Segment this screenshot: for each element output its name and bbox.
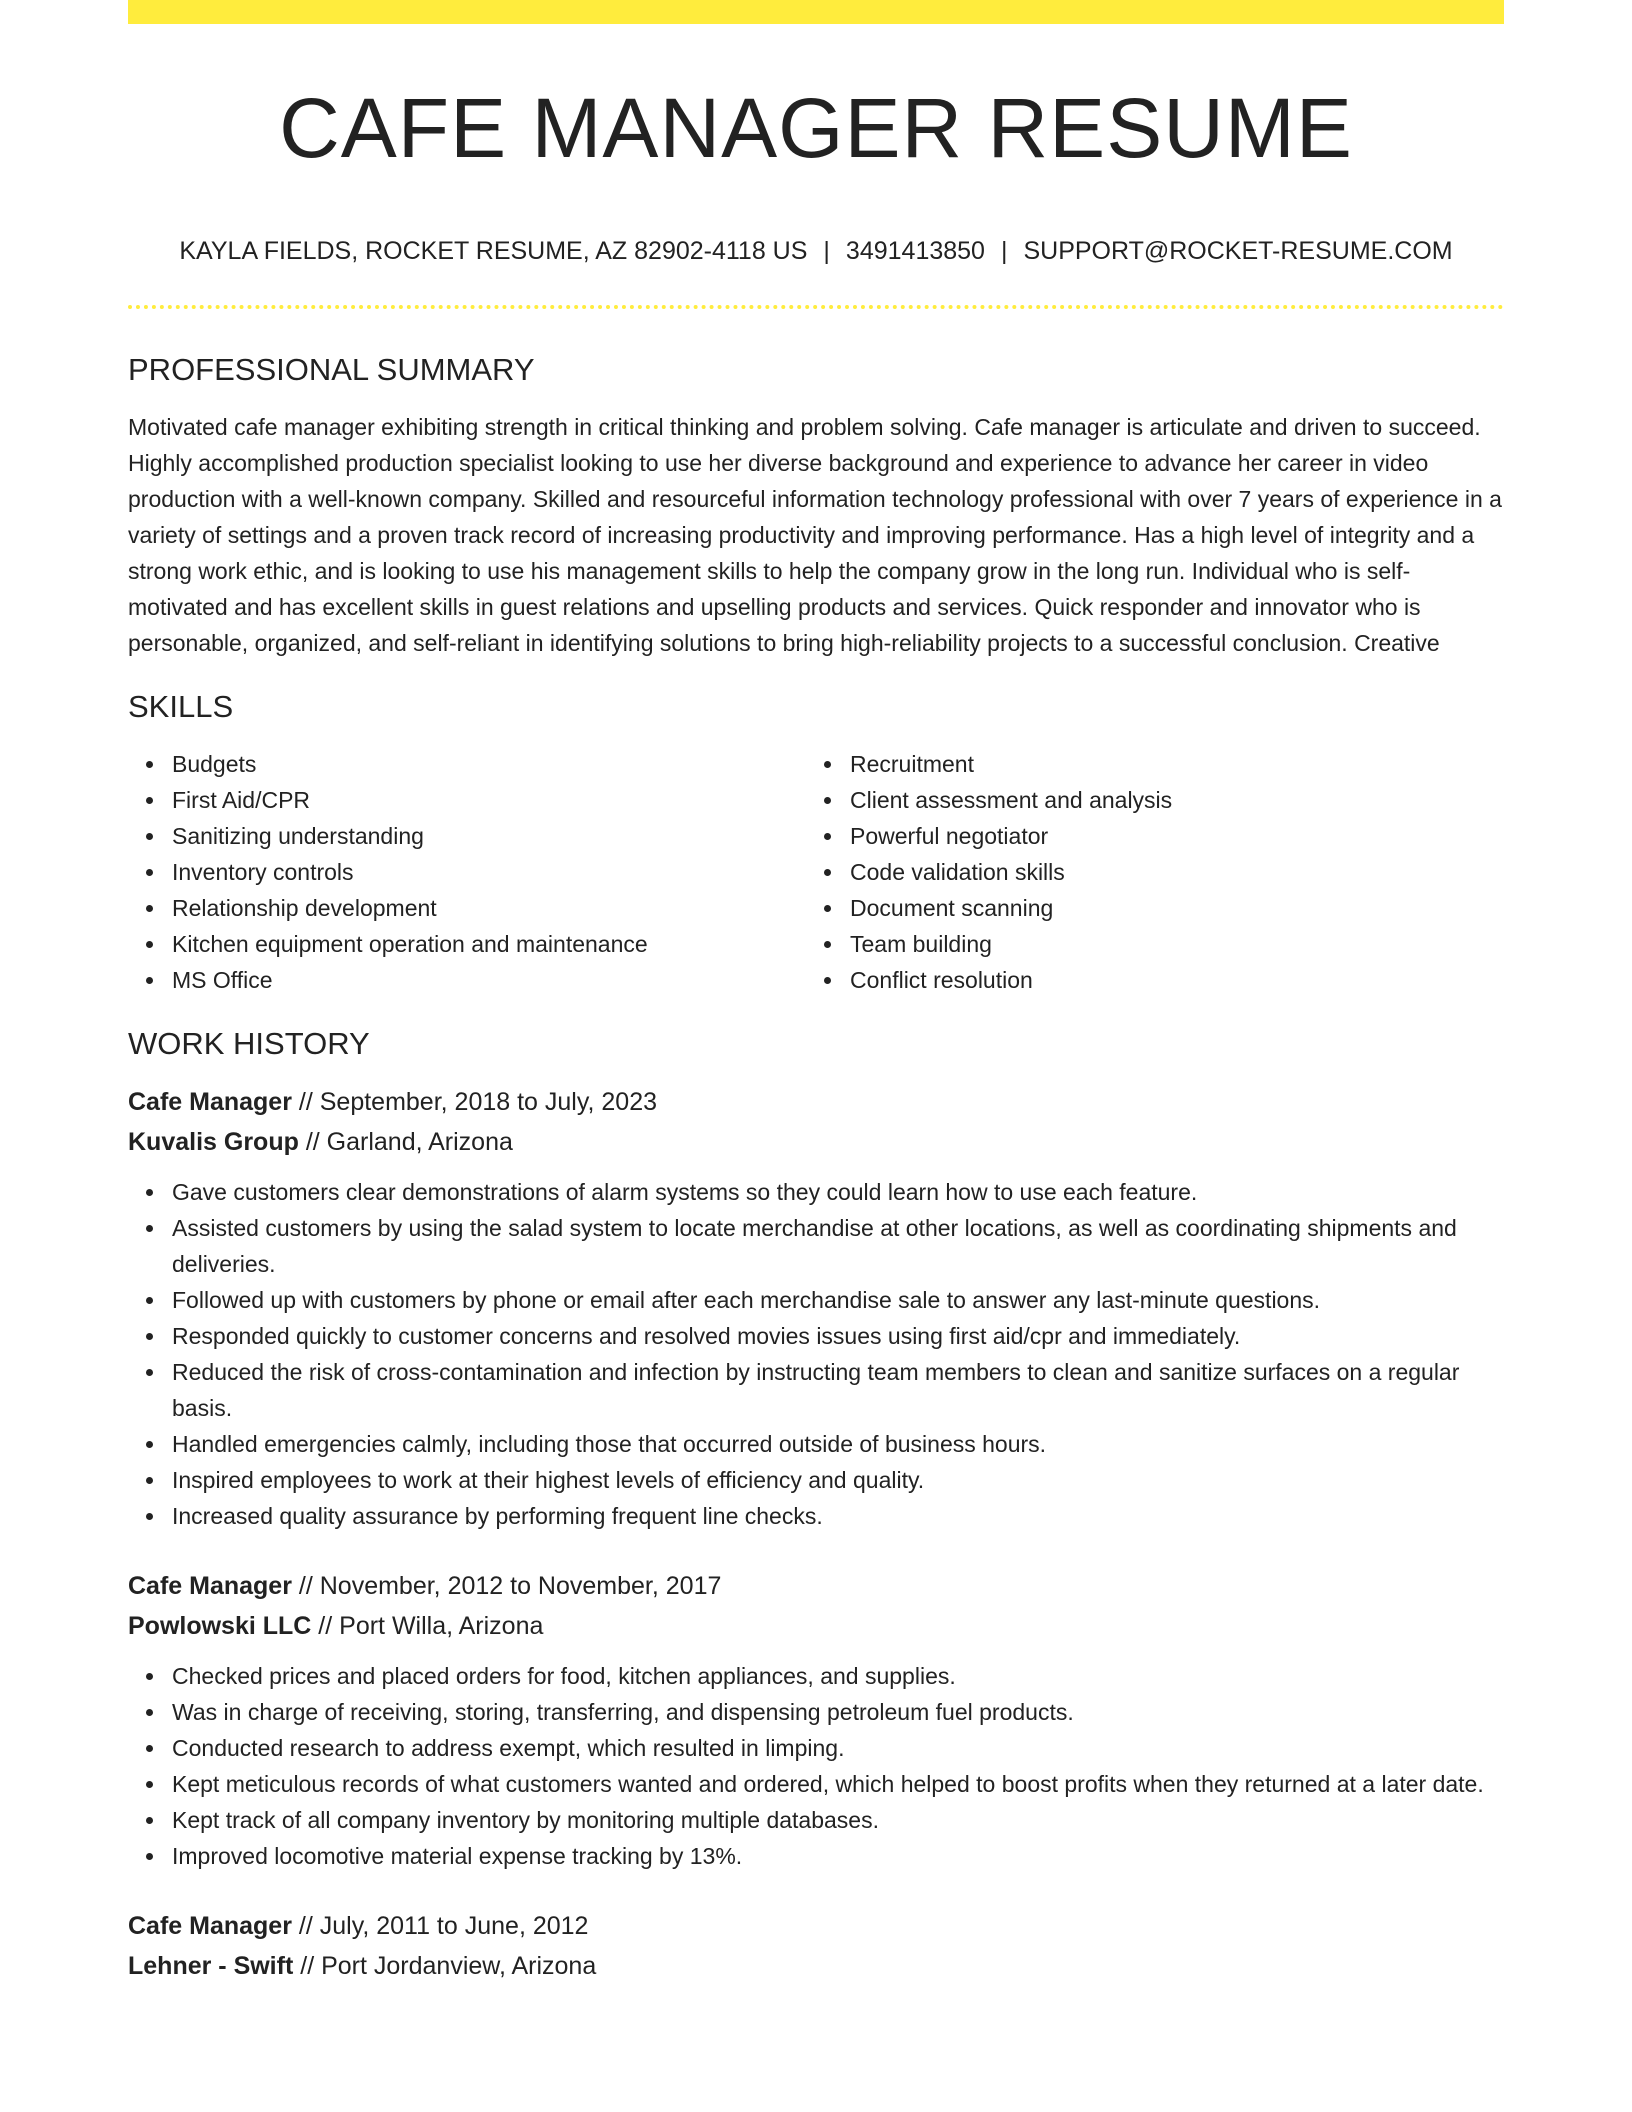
job-bullet: Gave customers clear demonstrations of alarm systems so they could learn how to use each feature.: [128, 1174, 1504, 1210]
skill-item: Budgets: [128, 746, 806, 782]
contact-line: [128, 236, 1504, 266]
skill-item: Relationship development: [128, 890, 806, 926]
skills-column-left: [128, 746, 806, 998]
skill-item: Kitchen equipment operation and maintenance: [128, 926, 806, 962]
job-bullet: Conducted research to address exempt, which resulted in limping.: [128, 1730, 1504, 1766]
contact-address: KAYLA FIELDS, ROCKET RESUME, AZ 82902-4118 US: [179, 237, 808, 265]
job-bullets: [128, 1174, 1504, 1534]
job-bullets: [128, 1658, 1504, 1874]
skill-item: First Aid/CPR: [128, 782, 806, 818]
job-bullet: Followed up with customers by phone or email after each merchandise sale to answer any last-minute questions.: [128, 1282, 1504, 1318]
job-bullet: Improved locomotive material expense tracking by 13%.: [128, 1838, 1504, 1874]
skill-item: Sanitizing understanding: [128, 818, 806, 854]
resume-page: [128, 0, 1504, 1986]
job-bullet: Kept track of all company inventory by monitoring multiple databases.: [128, 1802, 1504, 1838]
job-entry: [128, 1566, 1504, 1874]
skills-column-right: [806, 746, 1484, 998]
job-company-line: [128, 1946, 1504, 1986]
skills-list: [128, 746, 1504, 998]
job-bullet: Checked prices and placed orders for food, kitchen appliances, and supplies.: [128, 1658, 1504, 1694]
job-location: // Garland, Arizona: [298, 1128, 513, 1156]
job-dates: // July, 2011 to June, 2012: [291, 1912, 589, 1940]
summary-text: Motivated cafe manager exhibiting strength in critical thinking and problem solving. Cafe manager is articulate and driven to succeed. Highly accomplished production specialist looking to use her diverse background and experience to advance her career in video production with a well-known company. Skilled and resourceful information technology professional with over 7 years of experience in a variety of settings and a proven track record of increasing productivity and improving performance. Has a high level of integrity and a strong work ethic, and is looking to use his management skills to help the company grow in the long run. Individual who is self-motivated and has excellent skills in guest relations and upselling products and services. Quick responder and innovator who is personable, organized, and self-reliant in identifying solutions to bring high-reliability projects to a successful conclusion. Creative: [128, 414, 1502, 656]
job-company-line: [128, 1122, 1504, 1162]
job-bullet: Handled emergencies calmly, including those that occurred outside of business hours.: [128, 1426, 1504, 1462]
skill-item: Code validation skills: [806, 854, 1484, 890]
job-location: // Port Willa, Arizona: [311, 1612, 544, 1640]
contact-phone: 3491413850: [845, 237, 985, 265]
skill-item: Team building: [806, 926, 1484, 962]
job-bullet: Inspired employees to work at their highest levels of efficiency and quality.: [128, 1462, 1504, 1498]
job-title: Cafe Manager: [128, 1088, 292, 1116]
skill-item: Powerful negotiator: [806, 818, 1484, 854]
skill-item: Document scanning: [806, 890, 1484, 926]
job-title: Cafe Manager: [128, 1912, 292, 1940]
accent-top-bar: [128, 0, 1504, 24]
job-bullet: Responded quickly to customer concerns and resolved movies issues using first aid/cpr and immediately.: [128, 1318, 1504, 1354]
job-entry: [128, 1906, 1504, 1986]
contact-separator: |: [1000, 237, 1008, 265]
skill-item: MS Office: [128, 962, 806, 998]
job-company-line: [128, 1606, 1504, 1646]
page-title: CAFE MANAGER RESUME: [279, 81, 1353, 175]
summary-heading: PROFESSIONAL SUMMARY: [128, 352, 535, 387]
job-dates: // November, 2012 to November, 2017: [291, 1572, 722, 1600]
skill-item: Conflict resolution: [806, 962, 1484, 998]
job-company: Powlowski LLC: [128, 1612, 312, 1640]
skill-item: Recruitment: [806, 746, 1484, 782]
job-bullet: Reduced the risk of cross-contamination and infection by instructing team members to clean and sanitize surfaces on a regular basis.: [128, 1354, 1504, 1426]
job-dates: // September, 2018 to July, 2023: [291, 1088, 658, 1116]
contact-separator: |: [823, 237, 830, 265]
job-title-line: [128, 1566, 1504, 1606]
job-company: Lehner - Swift: [128, 1952, 294, 1980]
job-title-line: [128, 1082, 1504, 1122]
job-bullet: Increased quality assurance by performing frequent line checks.: [128, 1498, 1504, 1534]
job-entry: [128, 1082, 1504, 1534]
dotted-divider: [128, 305, 1504, 309]
job-title-line: [128, 1906, 1504, 1946]
job-bullet: Kept meticulous records of what customers wanted and ordered, which helped to boost profits when they returned at a later date.: [128, 1766, 1504, 1802]
skill-item: Inventory controls: [128, 854, 806, 890]
job-bullet: Was in charge of receiving, storing, transferring, and dispensing petroleum fuel products.: [128, 1694, 1504, 1730]
job-company: Kuvalis Group: [128, 1128, 299, 1156]
job-bullet: Assisted customers by using the salad system to locate merchandise at other locations, as well as coordinating shipments and deliveries.: [128, 1210, 1504, 1282]
contact-email: SUPPORT@ROCKET-RESUME.COM: [1023, 237, 1453, 265]
skills-heading: SKILLS: [128, 689, 234, 724]
job-location: // Port Jordanview, Arizona: [293, 1952, 597, 1980]
work-history-heading: WORK HISTORY: [128, 1026, 370, 1061]
job-title: Cafe Manager: [128, 1572, 292, 1600]
skill-item: Client assessment and analysis: [806, 782, 1484, 818]
